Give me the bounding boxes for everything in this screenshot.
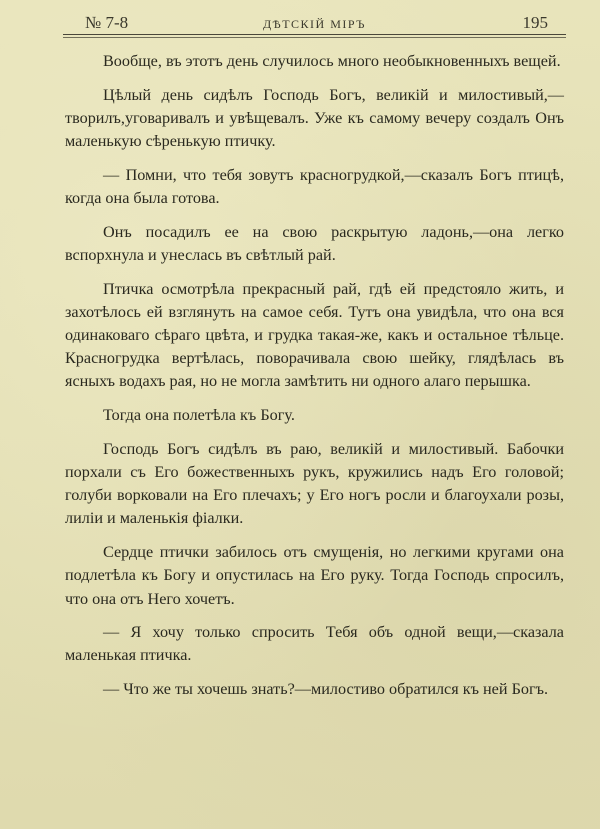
paragraph: Вообще, въ этотъ день случилось много необыкновенныхъ вещей. [103, 52, 561, 70]
page-number: 195 [522, 13, 548, 32]
paragraph: — Я хочу только спросить Тебя объ одной вещи,—сказала маленькая птичка. [65, 623, 564, 665]
paragraph: Птичка осмотрѣла прекрасный рай, гдѣ ей предстояло жить, и захотѣлось ей взглянуть на самое себя. Тутъ она увидѣла, что она вся одинаковаго сѣраго цвѣта, и грудка такая-же, какъ и остальное тѣльце. Красногрудка вертѣлась, поворачивала свою шейку, глядѣлась въ ясныхъ водахъ рая, но не могла замѣтить ни одного алаго перышка. [65, 279, 564, 391]
paragraph: Тогда она полетѣла къ Богу. [103, 406, 295, 425]
paragraph: Цѣлый день сидѣлъ Господь Богъ, великій и милостивый,—творилъ,уговаривалъ и увѣщевалъ. Уже къ самому вечеру создалъ Онъ маленькую сѣренькую птичку. [65, 85, 564, 151]
header-rule [63, 34, 566, 35]
magazine-title: ДѢТСКІЙ МІРЪ [262, 17, 367, 31]
book-page [63, 0, 569, 829]
paragraph: Онъ посадилъ ее на свою раскрытую ладонь,—она легко вспорхнула и унеслась въ свѣтлый рай. [65, 222, 564, 264]
paragraph: Сердце птички забилось отъ смущенія, но легкими кругами она подлетѣла къ Богу и опустилась на Его руку. Тогда Господь спросилъ, что она отъ Него хочетъ. [65, 543, 564, 608]
header-rule-double [63, 37, 566, 38]
paragraph: Господь Богъ сидѣлъ въ раю, великій и милостивый. Бабочки порхали съ Его божественныхъ рукъ, кружились надъ Его головой; голуби ворковали на Его плечахъ; у Его ногъ росли и благоухали розы, лиліи и маленькія фіалки. [65, 439, 564, 528]
body-text [65, 50, 564, 712]
paragraph: — Помни, что тебя зовутъ красногрудкой,—сказалъ Богъ птицѣ, когда она была готова. [65, 165, 564, 208]
running-head [63, 12, 566, 34]
issue-number: № 7-8 [85, 13, 129, 32]
paragraph: — Что же ты хочешь знать?—милостиво обратился къ ней Богъ. [103, 680, 549, 699]
